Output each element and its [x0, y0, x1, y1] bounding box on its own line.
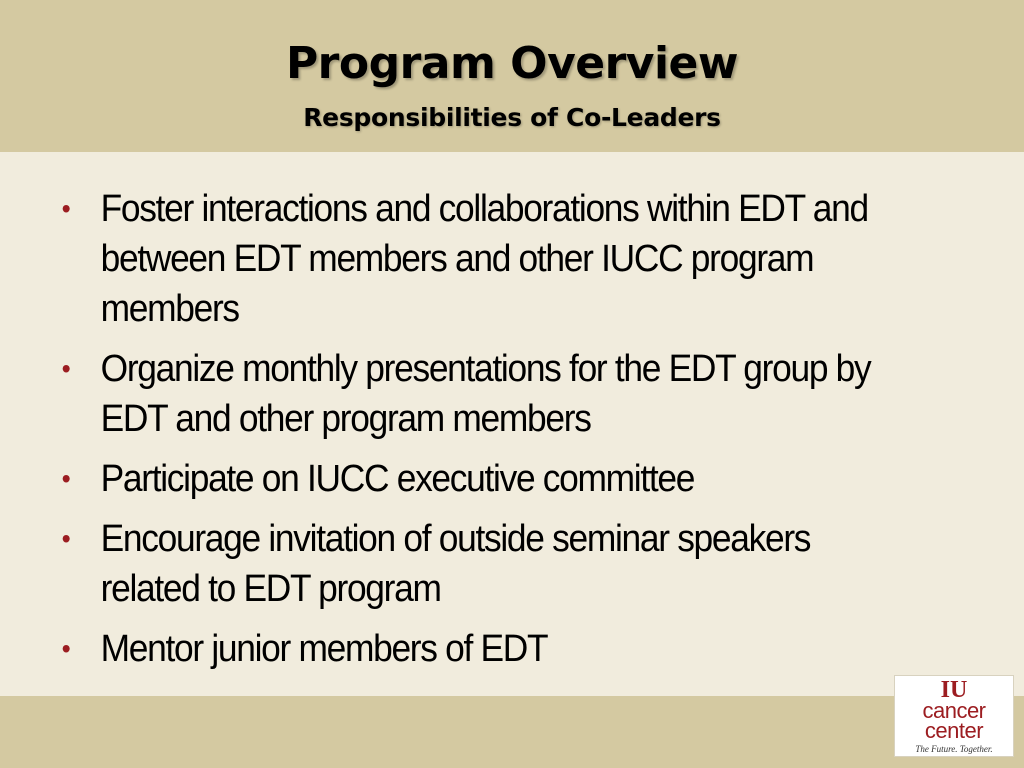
logo-cancer-text: cancer: [922, 698, 986, 723]
bullet-dot-icon: •: [61, 633, 70, 664]
bullet-item: [56, 454, 893, 504]
footer-band: [0, 696, 1024, 768]
bullet-dot-icon: •: [61, 463, 70, 494]
bullet-item: [56, 624, 893, 674]
bullet-dot-icon: •: [61, 193, 70, 224]
bullet-item: [56, 344, 893, 444]
slide-title: Program Overview: [285, 38, 739, 89]
bullet-item: [56, 514, 893, 614]
bullet-text: Participate on IUCC executive committee: [100, 458, 695, 500]
bullet-text: Organize monthly presentations for the EDT group by EDT and other program members: [100, 348, 871, 440]
bullet-list: [56, 184, 893, 684]
slide-subtitle: Responsibilities of Co-Leaders: [303, 103, 721, 132]
bullet-item: [56, 184, 893, 334]
logo-iu-text: IU: [940, 677, 968, 703]
iu-cancer-center-logo: [894, 675, 1014, 757]
bullet-text: Encourage invitation of outside seminar speakers related to EDT program: [100, 518, 811, 610]
logo-tagline: The Future. Together.: [915, 744, 993, 754]
bullet-dot-icon: •: [61, 353, 70, 384]
logo-center-text: center: [924, 718, 984, 743]
bullet-text: Mentor junior members of EDT: [100, 628, 548, 670]
bullet-text: Foster interactions and collaborations within EDT and between EDT members and other IUCC program members: [100, 188, 868, 330]
bullet-dot-icon: •: [61, 523, 70, 554]
